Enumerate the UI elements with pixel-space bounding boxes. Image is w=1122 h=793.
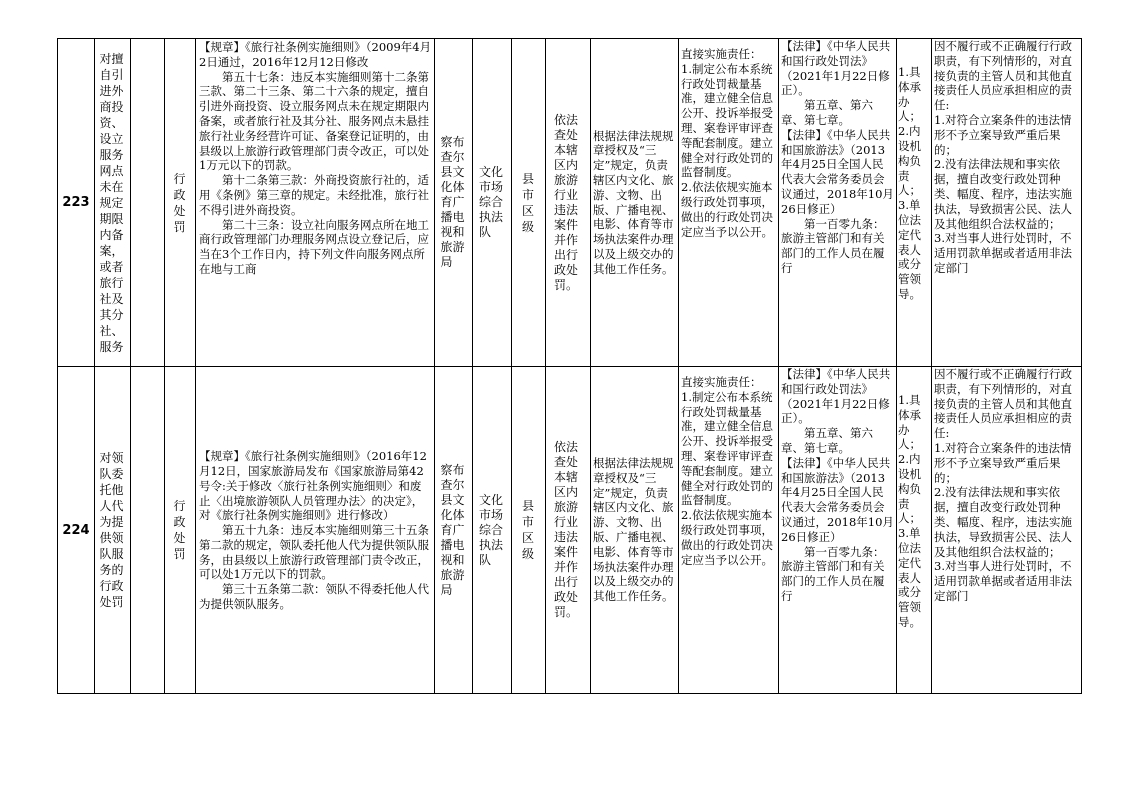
table-row bbox=[58, 367, 1082, 694]
legal-basis: 【规章】《旅行社条例实施细则》（2016年12月12日，国家旅游局发布《国家旅游局第42号令:关于修改〈旅行社条例实施细则〉和废止〈出境旅游领队人员管理办法〉的决定》，对《旅行社条例实施细则》进行修改） 第五十九条：违反本实施细则第三十五条第二款的规定，领队委托他人代为提供领队服务，由县级以上旅游行政管理部门责令改正，可以处1万元以下的罚款。 第三十五条第二款：领队不得委托他人代为提供领队服务。 bbox=[199, 449, 429, 612]
row-number: 223 bbox=[58, 39, 95, 367]
responsibility-content: 依法查处本辖区内旅游行业违法案件并作出行政处罚。 bbox=[554, 440, 579, 619]
duty-content: 直接实施责任： 1.制定公布本系统行政处罚裁量基准，建立健全信息公开、投诉举报受理、案卷评审评查等配套制度。建立健全对行政处罚的监督制度。 2.依法依规实施本级行政处罚事项，做出的行政处罚决定应当予以公开。 bbox=[681, 47, 773, 239]
power-list-table bbox=[57, 38, 1082, 694]
implementing-agency: 察布查尔县文化体育广播电视和旅游局 bbox=[440, 462, 465, 597]
implementing-unit: 文化市场综合执法队 bbox=[479, 492, 504, 567]
table-row bbox=[58, 39, 1082, 367]
implementing-agency: 察布查尔县文化体育广播电视和旅游局 bbox=[440, 135, 465, 269]
responsibility-description: 根据法律法规规章授权及“三定”规定，负责辖区内文化、旅游、文物、出版、广播电视、电影、体育等市场执法案件办理以及上级交办的其他工作任务。 bbox=[593, 456, 674, 604]
sub-item-cell bbox=[131, 39, 165, 367]
responsible-subject: 1.具体承办人； 2.内设机构负责人； 3.单位法定代表人或分管领导。 bbox=[898, 393, 921, 629]
responsibility-content: 依法查处本辖区内旅游行业违法案件并作出行政处罚。 bbox=[554, 112, 579, 292]
row-number: 224 bbox=[58, 367, 95, 694]
item-name: 对擅自引进外商投资、设立服务网点未在规定期限内备案，或者旅行社及其分社、服务 bbox=[99, 51, 124, 354]
item-name: 对领队委托他人代为提供领队服务的行政处罚 bbox=[99, 451, 124, 609]
admin-level: 县市区级 bbox=[522, 499, 535, 561]
item-category: 行政处罚 bbox=[173, 499, 186, 561]
duty-content: 直接实施责任： 1.制定公布本系统行政处罚裁量基准，建立健全信息公开、投诉举报受理、案卷评审评查等配套制度。建立健全对行政处罚的监督制度。 2.依法依规实施本级行政处罚事项，做出的行政处罚决定应当予以公开。 bbox=[681, 375, 773, 567]
legal-basis: 【规章】《旅行社条例实施细则》（2009年4月2日通过，2016年12月12日修改 第五十七条：违反本实施细则第十二条第三款、第二十三条、第二十六条的规定，擅自引进外商投资、设立服务网点未在规定期限内备案，或者旅行社及其分社、服务网点未悬挂旅行社业务经营许可证、备案登记证明的，由县级以上旅游行政管理部门责令改正，可以处1万元以下的罚款。 第十二条第三款：外商投资旅行社的，适用《条例》第三章的规定。未经批准，旅行社不得引进外商投资。 第二十三条：设立社向服务网点所在地工商行政管理部门办理服务网点设立登记后，应当在3个工作日内，持下列文件向服务网点所在地与工商 bbox=[199, 40, 432, 276]
responsibility-description: 根据法律法规规章授权及“三定”规定，负责辖区内文化、旅游、文物、出版、广播电视、电影、体育等市场执法案件办理以及上级交办的其他工作任务。 bbox=[593, 128, 674, 276]
duty-basis: 【法律】《中华人民共和国行政处罚法》（2021年1月22日修正）。 第五章、第六章、第七章。 【法律】《中华人民共和国旅游法》（2013年4月25日全国人民代表大会常务委员会议通过，2018年10月26日修正） 第一百零九条：旅游主管部门和有关部门的工作人员在履行 bbox=[781, 39, 894, 275]
implementing-unit: 文化市场综合执法队 bbox=[479, 165, 504, 239]
responsible-subject: 1.具体承办人； 2.内设机构负责人； 3.单位法定代表人或分管领导。 bbox=[898, 65, 921, 301]
admin-level: 县市区级 bbox=[522, 171, 535, 234]
sub-item-cell bbox=[131, 367, 165, 694]
duty-basis: 【法律】《中华人民共和国行政处罚法》（2021年1月22日修正）。 第五章、第六章、第七章。 【法律】《中华人民共和国旅游法》（2013年4月25日全国人民代表大会常务委员会议通过，2018年10月26日修正） 第一百零九条：旅游主管部门和有关部门的工作人员在履行 bbox=[781, 367, 894, 603]
accountability: 因不履行或不正确履行行政职责，有下列情形的，对直接负责的主管人员和其他直接责任人员应承担相应的责任: 1.对符合立案条件的违法情形不予立案导致严重后果的； 2.没有法律法规和事实依据，擅自改变行政处罚种类、幅度、程序，违法实施执法，导致损害公民、法人及其他组织合法权益的； 3.对当事人进行处罚时，不适用罚款单据或者适用非法定部门 bbox=[934, 367, 1072, 603]
item-category: 行政处罚 bbox=[173, 171, 186, 234]
accountability: 因不履行或不正确履行行政职责，有下列情形的，对直接负责的主管人员和其他直接责任人员应承担相应的责任: 1.对符合立案条件的违法情形不予立案导致严重后果的； 2.没有法律法规和事实依据，擅自改变行政处罚种类、幅度、程序，违法实施执法，导致损害公民、法人及其他组织合法权益的； 3.对当事人进行处罚时，不适用罚款单据或者适用非法定部门 bbox=[934, 39, 1072, 275]
